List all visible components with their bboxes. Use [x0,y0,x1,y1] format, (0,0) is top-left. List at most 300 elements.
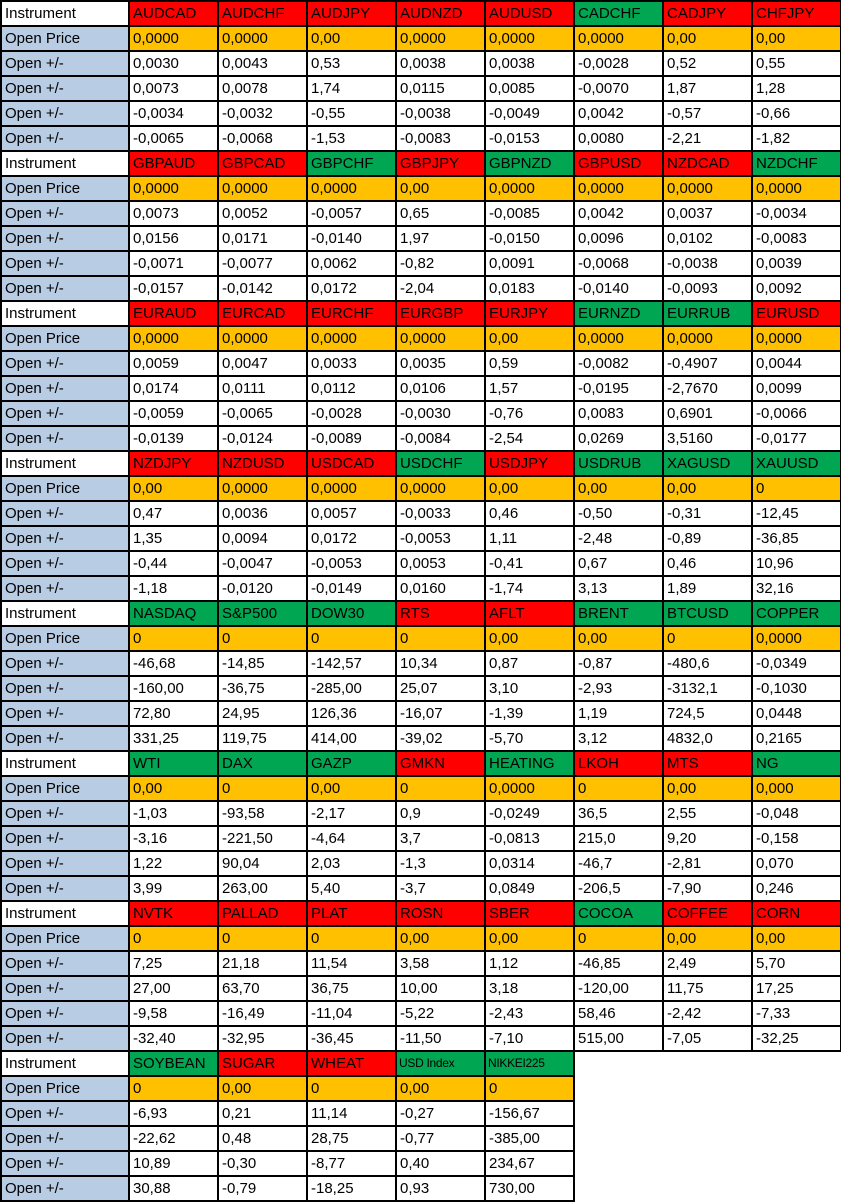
open-price-cell[interactable]: 0,0000 [574,26,663,51]
open-change-cell[interactable]: 0,59 [485,351,574,376]
open-change-cell[interactable]: -8,77 [307,1151,396,1176]
open-change-cell[interactable]: -11,50 [396,1026,485,1051]
open-change-cell[interactable]: 0,47 [129,501,218,526]
open-change-cell[interactable]: -142,57 [307,651,396,676]
open-change-cell[interactable]: 0,6901 [663,401,752,426]
open-change-row-label-cell[interactable]: Open +/- [1,501,129,526]
open-change-cell[interactable]: -4,64 [307,826,396,851]
open-change-cell[interactable]: 0,0044 [752,351,841,376]
open-change-cell[interactable]: 2,49 [663,951,752,976]
open-change-row-label-cell[interactable]: Open +/- [1,401,129,426]
instrument-header-cell[interactable]: NIKKEI225 [485,1051,574,1076]
open-change-cell[interactable]: -0,0034 [752,201,841,226]
open-change-cell[interactable]: 0,0099 [752,376,841,401]
open-change-cell[interactable]: 0,0030 [129,51,218,76]
instrument-header-cell[interactable]: GBPCHF [307,151,396,176]
open-change-cell[interactable]: 0,0038 [485,51,574,76]
instrument-row-label-cell[interactable]: Instrument [1,1051,129,1076]
open-change-cell[interactable]: 32,16 [752,576,841,601]
open-change-cell[interactable]: -32,95 [218,1026,307,1051]
instrument-header-cell[interactable]: ROSN [396,901,485,926]
open-change-cell[interactable]: 0,21 [218,1101,307,1126]
instrument-header-cell[interactable]: EURGBP [396,301,485,326]
open-change-row-label-cell[interactable]: Open +/- [1,1151,129,1176]
open-change-cell[interactable]: 730,00 [485,1176,574,1201]
open-change-cell[interactable]: 331,25 [129,726,218,751]
open-price-cell[interactable]: 0 [307,926,396,951]
instrument-header-cell[interactable]: PALLAD [218,901,307,926]
open-change-cell[interactable]: 414,00 [307,726,396,751]
open-change-row-label-cell[interactable]: Open +/- [1,76,129,101]
instrument-row-label-cell[interactable]: Instrument [1,301,129,326]
instrument-header-cell[interactable]: CADCHF [574,1,663,26]
open-change-cell[interactable]: 724,5 [663,701,752,726]
open-change-cell[interactable]: -0,0083 [752,226,841,251]
open-change-row-label-cell[interactable]: Open +/- [1,351,129,376]
open-change-cell[interactable]: 0,0037 [663,201,752,226]
instrument-header-cell[interactable]: XAUUSD [752,451,841,476]
open-change-cell[interactable]: -0,048 [752,801,841,826]
open-change-row-label-cell[interactable]: Open +/- [1,1026,129,1051]
open-change-cell[interactable]: -0,0150 [485,226,574,251]
open-change-cell[interactable]: -0,0349 [752,651,841,676]
open-change-cell[interactable]: 11,14 [307,1101,396,1126]
instrument-header-cell[interactable]: USDJPY [485,451,574,476]
open-change-cell[interactable]: -0,0124 [218,426,307,451]
open-change-cell[interactable]: -221,50 [218,826,307,851]
open-change-cell[interactable]: -0,66 [752,101,841,126]
open-change-cell[interactable]: -0,4907 [663,351,752,376]
instrument-header-cell[interactable]: EURCAD [218,301,307,326]
open-change-cell[interactable]: 0,46 [663,551,752,576]
open-change-cell[interactable]: -2,04 [396,276,485,301]
open-change-cell[interactable]: 1,89 [663,576,752,601]
open-price-cell[interactable]: 0 [396,776,485,801]
instrument-header-cell[interactable]: GBPAUD [129,151,218,176]
open-change-cell[interactable]: -16,49 [218,1001,307,1026]
open-change-cell[interactable]: 3,18 [485,976,574,1001]
open-change-cell[interactable]: 515,00 [574,1026,663,1051]
instrument-header-cell[interactable]: AUDJPY [307,1,396,26]
instrument-header-cell[interactable]: USDRUB [574,451,663,476]
open-change-cell[interactable]: 0,0057 [307,501,396,526]
open-change-cell[interactable]: 0,0073 [129,201,218,226]
open-price-cell[interactable]: 0,0000 [663,176,752,201]
open-change-cell[interactable]: -1,18 [129,576,218,601]
open-price-cell[interactable]: 0 [307,1076,396,1101]
instrument-row-label-cell[interactable]: Instrument [1,601,129,626]
open-change-cell[interactable]: 0,0080 [574,126,663,151]
open-change-cell[interactable]: 3,13 [574,576,663,601]
open-price-row-label-cell[interactable]: Open Price [1,1076,129,1101]
open-price-cell[interactable]: 0,0000 [129,176,218,201]
open-change-cell[interactable]: -0,0065 [129,126,218,151]
open-price-cell[interactable]: 0,0000 [129,26,218,51]
open-change-cell[interactable]: -480,6 [663,651,752,676]
open-change-cell[interactable]: -0,0047 [218,551,307,576]
open-price-cell[interactable]: 0 [218,926,307,951]
open-change-row-label-cell[interactable]: Open +/- [1,701,129,726]
open-change-cell[interactable]: -32,40 [129,1026,218,1051]
open-change-cell[interactable]: -0,0084 [396,426,485,451]
open-change-cell[interactable]: 0,0053 [396,551,485,576]
instrument-header-cell[interactable]: CORN [752,901,841,926]
open-change-cell[interactable]: -2,17 [307,801,396,826]
open-change-cell[interactable]: 90,04 [218,851,307,876]
open-change-cell[interactable]: -0,30 [218,1151,307,1176]
open-change-row-label-cell[interactable]: Open +/- [1,226,129,251]
instrument-header-cell[interactable]: AFLT [485,601,574,626]
open-change-cell[interactable]: 0,0171 [218,226,307,251]
open-change-cell[interactable]: -156,67 [485,1101,574,1126]
open-change-cell[interactable]: 0,0038 [396,51,485,76]
instrument-header-cell[interactable]: NZDUSD [218,451,307,476]
open-price-cell[interactable]: 0,0000 [218,26,307,51]
open-price-cell[interactable]: 0,0000 [396,476,485,501]
open-price-row-label-cell[interactable]: Open Price [1,326,129,351]
open-change-cell[interactable]: -0,1030 [752,676,841,701]
open-change-cell[interactable]: 0,0078 [218,76,307,101]
open-change-cell[interactable]: -5,22 [396,1001,485,1026]
open-change-cell[interactable]: 0,0172 [307,526,396,551]
open-price-cell[interactable]: 0,00 [663,26,752,51]
open-change-cell[interactable]: -12,45 [752,501,841,526]
open-change-cell[interactable]: 0,67 [574,551,663,576]
open-change-cell[interactable]: -0,76 [485,401,574,426]
open-change-cell[interactable]: -0,0195 [574,376,663,401]
open-change-row-label-cell[interactable]: Open +/- [1,726,129,751]
open-price-cell[interactable]: 0,0000 [218,176,307,201]
instrument-header-cell[interactable]: COPPER [752,601,841,626]
open-change-cell[interactable]: 25,07 [396,676,485,701]
open-price-cell[interactable]: 0 [752,476,841,501]
open-change-row-label-cell[interactable]: Open +/- [1,551,129,576]
open-change-cell[interactable]: -0,0030 [396,401,485,426]
instrument-header-cell[interactable]: CADJPY [663,1,752,26]
open-change-row-label-cell[interactable]: Open +/- [1,51,129,76]
instrument-header-cell[interactable]: USD Index [396,1051,485,1076]
instrument-header-cell[interactable]: NG [752,751,841,776]
open-change-cell[interactable]: -385,00 [485,1126,574,1151]
open-change-row-label-cell[interactable]: Open +/- [1,801,129,826]
open-change-cell[interactable]: 0,0052 [218,201,307,226]
open-change-cell[interactable]: 0,0043 [218,51,307,76]
open-price-cell[interactable]: 0,00 [485,626,574,651]
open-change-cell[interactable]: -2,42 [663,1001,752,1026]
instrument-header-cell[interactable]: EURAUD [129,301,218,326]
open-price-cell[interactable]: 0,00 [396,176,485,201]
instrument-header-cell[interactable]: CHFJPY [752,1,841,26]
open-change-cell[interactable]: 0,0183 [485,276,574,301]
open-change-cell[interactable]: 3,5160 [663,426,752,451]
instrument-header-cell[interactable]: GMKN [396,751,485,776]
open-change-cell[interactable]: 21,18 [218,951,307,976]
open-price-cell[interactable]: 0,00 [663,476,752,501]
instrument-header-cell[interactable]: AUDCAD [129,1,218,26]
open-change-cell[interactable]: 0,87 [485,651,574,676]
open-change-cell[interactable]: -2,54 [485,426,574,451]
open-change-cell[interactable]: -5,70 [485,726,574,751]
open-change-cell[interactable]: -0,0066 [752,401,841,426]
open-change-cell[interactable]: -0,0120 [218,576,307,601]
open-price-cell[interactable]: 0 [396,626,485,651]
open-change-cell[interactable]: -0,0149 [307,576,396,601]
open-change-cell[interactable]: -1,03 [129,801,218,826]
open-price-cell[interactable]: 0,00 [574,626,663,651]
instrument-header-cell[interactable]: AUDCHF [218,1,307,26]
open-change-cell[interactable]: 4832,0 [663,726,752,751]
open-change-cell[interactable]: -0,0140 [307,226,396,251]
open-change-row-label-cell[interactable]: Open +/- [1,651,129,676]
open-price-cell[interactable]: 0,0000 [218,476,307,501]
open-change-cell[interactable]: 234,67 [485,1151,574,1176]
open-change-cell[interactable]: -0,0028 [574,51,663,76]
open-change-cell[interactable]: -0,41 [485,551,574,576]
open-price-cell[interactable]: 0,0000 [307,326,396,351]
open-change-cell[interactable]: -0,0032 [218,101,307,126]
open-price-row-label-cell[interactable]: Open Price [1,26,129,51]
open-change-cell[interactable]: -0,0057 [307,201,396,226]
open-price-row-label-cell[interactable]: Open Price [1,476,129,501]
open-change-cell[interactable]: -0,0249 [485,801,574,826]
open-change-cell[interactable]: 0,246 [752,876,841,901]
open-change-row-label-cell[interactable]: Open +/- [1,376,129,401]
open-change-cell[interactable]: 0,0115 [396,76,485,101]
open-change-cell[interactable]: 0,40 [396,1151,485,1176]
open-price-cell[interactable]: 0,0000 [307,176,396,201]
open-change-cell[interactable]: 72,80 [129,701,218,726]
open-change-cell[interactable]: 10,00 [396,976,485,1001]
open-change-cell[interactable]: -36,75 [218,676,307,701]
instrument-header-cell[interactable]: EURJPY [485,301,574,326]
open-price-cell[interactable]: 0,0000 [574,176,663,201]
open-change-cell[interactable]: -0,0038 [396,101,485,126]
open-change-cell[interactable]: -2,7670 [663,376,752,401]
open-change-cell[interactable]: 0,0096 [574,226,663,251]
open-change-cell[interactable]: -0,0070 [574,76,663,101]
instrument-header-cell[interactable]: AUDNZD [396,1,485,26]
instrument-header-cell[interactable]: NASDAQ [129,601,218,626]
open-change-cell[interactable]: -32,25 [752,1026,841,1051]
open-change-cell[interactable]: 0,0042 [574,101,663,126]
open-change-cell[interactable]: 11,75 [663,976,752,1001]
open-change-cell[interactable]: 2,55 [663,801,752,826]
open-change-row-label-cell[interactable]: Open +/- [1,101,129,126]
open-change-cell[interactable]: 0,53 [307,51,396,76]
open-price-cell[interactable]: 0,0000 [485,26,574,51]
instrument-header-cell[interactable]: NVTK [129,901,218,926]
open-change-cell[interactable]: 0,0033 [307,351,396,376]
open-change-cell[interactable]: 0,0106 [396,376,485,401]
open-change-row-label-cell[interactable]: Open +/- [1,851,129,876]
open-change-row-label-cell[interactable]: Open +/- [1,826,129,851]
open-change-cell[interactable]: 0,0047 [218,351,307,376]
open-change-cell[interactable]: 27,00 [129,976,218,1001]
open-price-cell[interactable]: 0,0000 [396,326,485,351]
instrument-row-label-cell[interactable]: Instrument [1,1,129,26]
open-change-cell[interactable]: 0,2165 [752,726,841,751]
instrument-header-cell[interactable]: PLAT [307,901,396,926]
open-change-cell[interactable]: -2,43 [485,1001,574,1026]
open-change-cell[interactable]: 3,12 [574,726,663,751]
open-change-cell[interactable]: 0,0849 [485,876,574,901]
open-price-cell[interactable]: 0,00 [663,776,752,801]
open-change-cell[interactable]: 11,54 [307,951,396,976]
open-change-row-label-cell[interactable]: Open +/- [1,126,129,151]
open-change-cell[interactable]: -0,0068 [218,126,307,151]
instrument-header-cell[interactable]: GBPJPY [396,151,485,176]
instrument-header-cell[interactable]: NZDCHF [752,151,841,176]
open-change-cell[interactable]: 0,48 [218,1126,307,1151]
open-change-cell[interactable]: -1,82 [752,126,841,151]
open-price-row-label-cell[interactable]: Open Price [1,776,129,801]
open-change-cell[interactable]: -0,0142 [218,276,307,301]
open-change-cell[interactable]: -1,39 [485,701,574,726]
instrument-header-cell[interactable]: EURRUB [663,301,752,326]
open-change-cell[interactable]: -0,0068 [574,251,663,276]
open-change-cell[interactable]: 1,57 [485,376,574,401]
open-change-cell[interactable]: 0,0092 [752,276,841,301]
open-change-cell[interactable]: -3132,1 [663,676,752,701]
open-change-cell[interactable]: 36,75 [307,976,396,1001]
open-change-cell[interactable]: -0,77 [396,1126,485,1151]
open-change-cell[interactable]: -160,00 [129,676,218,701]
instrument-header-cell[interactable]: NZDJPY [129,451,218,476]
open-change-cell[interactable]: -2,93 [574,676,663,701]
open-change-cell[interactable]: 2,03 [307,851,396,876]
open-change-row-label-cell[interactable]: Open +/- [1,426,129,451]
instrument-header-cell[interactable]: HEATING [485,751,574,776]
open-change-cell[interactable]: 1,11 [485,526,574,551]
instrument-header-cell[interactable]: GBPUSD [574,151,663,176]
open-change-cell[interactable]: 0,0172 [307,276,396,301]
open-change-cell[interactable]: -3,7 [396,876,485,901]
open-change-row-label-cell[interactable]: Open +/- [1,951,129,976]
open-price-cell[interactable]: 0,0000 [663,326,752,351]
open-change-cell[interactable]: 9,20 [663,826,752,851]
open-change-cell[interactable]: 1,74 [307,76,396,101]
open-change-row-label-cell[interactable]: Open +/- [1,1176,129,1201]
open-price-cell[interactable]: 0,00 [307,776,396,801]
open-price-cell[interactable]: 0,00 [752,26,841,51]
open-price-cell[interactable]: 0,0000 [752,176,841,201]
instrument-header-cell[interactable]: LKOH [574,751,663,776]
open-change-cell[interactable]: 0,0160 [396,576,485,601]
open-change-cell[interactable]: -2,81 [663,851,752,876]
instrument-header-cell[interactable]: XAGUSD [663,451,752,476]
instrument-row-label-cell[interactable]: Instrument [1,451,129,476]
open-change-cell[interactable]: 0,0269 [574,426,663,451]
open-change-cell[interactable]: 10,89 [129,1151,218,1176]
open-change-cell[interactable]: 0,46 [485,501,574,526]
open-change-cell[interactable]: -7,10 [485,1026,574,1051]
open-price-cell[interactable]: 0 [307,626,396,651]
open-change-cell[interactable]: -0,0157 [129,276,218,301]
open-change-cell[interactable]: -0,0028 [307,401,396,426]
open-change-cell[interactable]: -0,27 [396,1101,485,1126]
open-change-cell[interactable]: 10,34 [396,651,485,676]
open-change-cell[interactable]: 0,0314 [485,851,574,876]
open-price-row-label-cell[interactable]: Open Price [1,176,129,201]
open-change-cell[interactable]: 3,7 [396,826,485,851]
open-change-cell[interactable]: -7,33 [752,1001,841,1026]
open-change-cell[interactable]: -46,7 [574,851,663,876]
open-price-cell[interactable]: 0,00 [396,926,485,951]
open-change-cell[interactable]: -0,55 [307,101,396,126]
open-price-cell[interactable]: 0,00 [218,1076,307,1101]
open-change-cell[interactable]: 58,46 [574,1001,663,1026]
open-change-cell[interactable]: 0,070 [752,851,841,876]
open-change-cell[interactable]: -0,31 [663,501,752,526]
instrument-header-cell[interactable]: SUGAR [218,1051,307,1076]
open-change-cell[interactable]: -14,85 [218,651,307,676]
open-change-cell[interactable]: 28,75 [307,1126,396,1151]
open-change-cell[interactable]: -0,79 [218,1176,307,1201]
open-change-cell[interactable]: -206,5 [574,876,663,901]
open-price-cell[interactable]: 0,0000 [574,326,663,351]
open-change-cell[interactable]: 0,0085 [485,76,574,101]
open-change-cell[interactable]: -0,0177 [752,426,841,451]
open-change-cell[interactable]: 0,0083 [574,401,663,426]
instrument-row-label-cell[interactable]: Instrument [1,151,129,176]
open-change-cell[interactable]: -7,05 [663,1026,752,1051]
open-change-cell[interactable]: 0,0102 [663,226,752,251]
open-change-row-label-cell[interactable]: Open +/- [1,1001,129,1026]
open-change-row-label-cell[interactable]: Open +/- [1,876,129,901]
open-change-cell[interactable]: -93,58 [218,801,307,826]
open-price-cell[interactable]: 0 [129,1076,218,1101]
open-change-cell[interactable]: 5,70 [752,951,841,976]
open-price-cell[interactable]: 0,0000 [485,176,574,201]
open-change-cell[interactable]: 0,93 [396,1176,485,1201]
open-price-cell[interactable]: 0,0000 [129,326,218,351]
instrument-header-cell[interactable]: GAZP [307,751,396,776]
open-change-cell[interactable]: -0,0083 [396,126,485,151]
open-change-cell[interactable]: 0,0174 [129,376,218,401]
instrument-header-cell[interactable]: DOW30 [307,601,396,626]
open-change-cell[interactable]: -285,00 [307,676,396,701]
open-change-cell[interactable]: -0,0093 [663,276,752,301]
open-price-cell[interactable]: 0,00 [307,26,396,51]
open-change-cell[interactable]: -0,0053 [307,551,396,576]
open-price-cell[interactable]: 0 [574,776,663,801]
open-price-cell[interactable]: 0 [663,626,752,651]
open-price-cell[interactable]: 0,00 [663,926,752,951]
instrument-header-cell[interactable]: DAX [218,751,307,776]
instrument-header-cell[interactable]: NZDCAD [663,151,752,176]
open-change-cell[interactable]: -0,0034 [129,101,218,126]
open-change-cell[interactable]: 1,97 [396,226,485,251]
instrument-header-cell[interactable]: EURCHF [307,301,396,326]
open-change-cell[interactable]: 0,0156 [129,226,218,251]
open-change-cell[interactable]: -0,89 [663,526,752,551]
open-price-cell[interactable]: 0,00 [485,476,574,501]
open-change-cell[interactable]: 1,19 [574,701,663,726]
instrument-header-cell[interactable]: EURUSD [752,301,841,326]
instrument-header-cell[interactable]: SBER [485,901,574,926]
open-price-row-label-cell[interactable]: Open Price [1,626,129,651]
open-change-cell[interactable]: 0,0448 [752,701,841,726]
instrument-header-cell[interactable]: USDCAD [307,451,396,476]
instrument-header-cell[interactable]: S&P500 [218,601,307,626]
open-price-cell[interactable]: 0,00 [485,926,574,951]
open-change-cell[interactable]: -0,0049 [485,101,574,126]
open-change-cell[interactable]: -36,85 [752,526,841,551]
open-change-cell[interactable]: 0,0039 [752,251,841,276]
open-change-cell[interactable]: 36,5 [574,801,663,826]
open-change-cell[interactable]: -0,87 [574,651,663,676]
open-change-cell[interactable]: -9,58 [129,1001,218,1026]
